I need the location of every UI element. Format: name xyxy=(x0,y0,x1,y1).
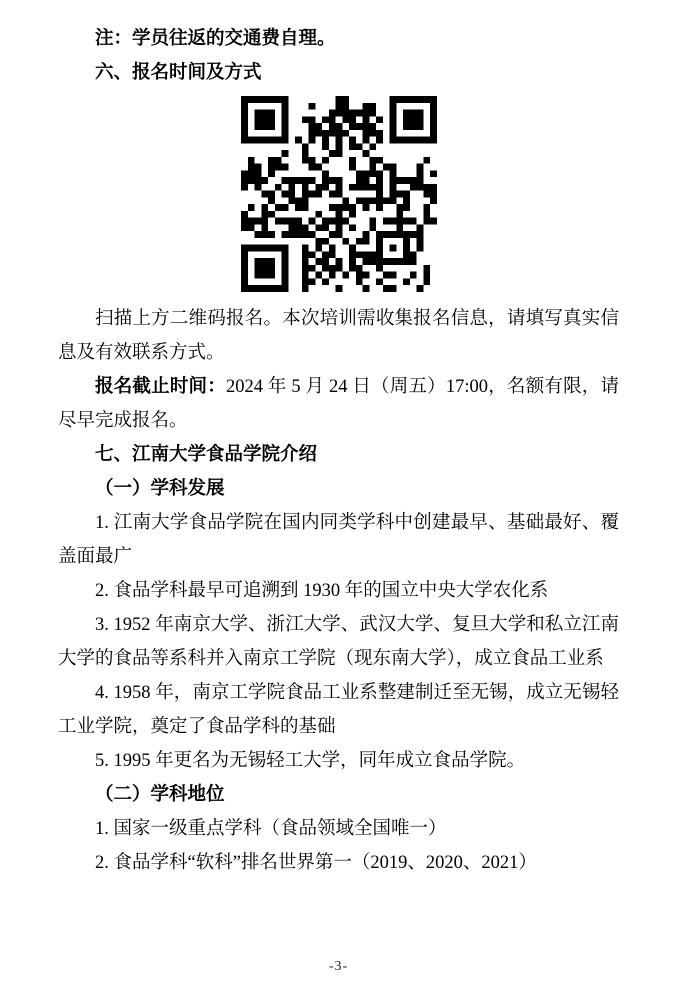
registration-deadline-paragraph xyxy=(58,370,619,438)
subsection-heading-one: （一）学科发展 xyxy=(95,479,225,499)
list-item-1-3: 3. 1952 年南京大学、浙江大学、武汉大学、复旦大学和私立江南大学的食品等系科并入南京工学院（现东南大学），成立食品工业系 xyxy=(58,615,619,669)
page-number: -3- xyxy=(328,959,349,974)
deadline-label: 报名截止时间： xyxy=(95,377,226,397)
list-item-1-4: 4. 1958 年，南京工学院食品工业系整建制迁至无锡，成立无锡轻工业学院，奠定了食品学科的基础 xyxy=(58,683,619,737)
scan-instruction-paragraph: 扫描上方二维码报名。本次培训需收集报名信息，请填写真实信息及有效联系方式。 xyxy=(58,309,619,363)
qr-code-container xyxy=(58,96,619,292)
subsection-heading-two: （二）学科地位 xyxy=(95,785,225,805)
deadline-value: 2024 年 5 月 24 日（周五）17:00，名额有限，请尽早完成报名。 xyxy=(58,377,619,431)
list-item-1-2: 2. 食品学科最早可追溯到 1930 年的国立中央大学农化系 xyxy=(95,581,549,601)
registration-qr-code-icon xyxy=(241,96,437,292)
list-item-2-1: 1. 国家一级重点学科（食品领域全国唯一） xyxy=(95,819,447,839)
list-item-1-5: 5. 1995 年更名为无锡轻工大学，同年成立食品学院。 xyxy=(95,751,526,771)
list-item-1-1: 1. 江南大学食品学院在国内同类学科中创建最早、基础最好、覆盖面最广 xyxy=(58,513,619,567)
list-item-2-2: 2. 食品学科“软科”排名世界第一（2019、2020、2021） xyxy=(95,853,537,873)
section-heading-seven: 七、江南大学食品学院介绍 xyxy=(95,445,318,465)
note-transport: 注：学员往返的交通费自理。 xyxy=(95,29,336,49)
section-heading-six: 六、报名时间及方式 xyxy=(95,63,262,83)
